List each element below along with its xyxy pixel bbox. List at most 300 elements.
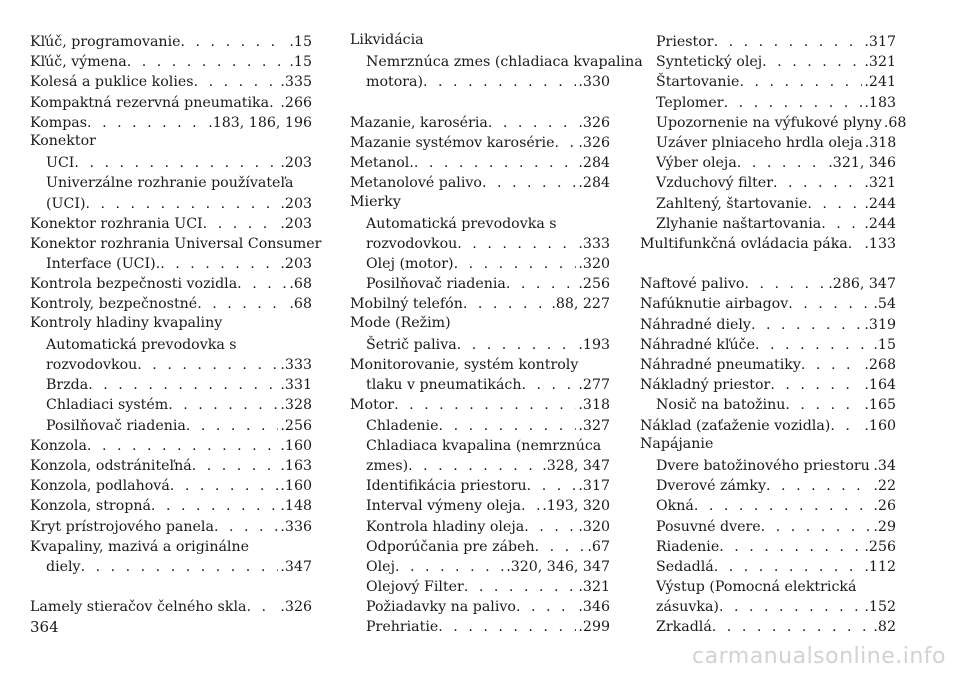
leader-dots — [766, 476, 871, 496]
leader-dots — [88, 375, 278, 395]
index-entry-label-cont: diely — [46, 558, 81, 575]
index-entry-label: Šetrič paliva — [366, 336, 457, 353]
index-entry — [350, 254, 610, 274]
index-entry-label: Monitorovanie, systém kontroly — [350, 357, 579, 373]
index-entry — [30, 173, 312, 213]
index-entry-label-cont: zmes) — [366, 457, 409, 474]
index-entry-label: Náhradné kľúče — [640, 336, 755, 353]
section-gap — [640, 254, 896, 274]
index-entry-page: .163 — [280, 457, 312, 474]
index-entry-wrapped — [46, 173, 312, 213]
index-entry — [30, 153, 312, 173]
index-entry-label: Konzola, podlahová — [30, 478, 170, 495]
index-entry-label: Štartovanie — [656, 74, 740, 91]
index-entry-label: Automatická prevodovka s — [366, 215, 557, 232]
index-entry — [640, 537, 896, 557]
index-heading — [640, 436, 896, 456]
leader-dots — [246, 597, 278, 617]
leader-dots — [744, 274, 826, 294]
index-entry — [30, 416, 312, 436]
index-entry-page: .328, 347 — [542, 457, 610, 474]
index-entry-label: Výstup (Pomocná elektrická — [656, 579, 857, 596]
index-entry-label: Mazanie systémov karosérie — [350, 134, 555, 151]
leader-dots — [761, 517, 872, 537]
leader-dots — [457, 234, 576, 254]
index-entry-page: .160 — [280, 478, 312, 495]
leader-dots — [168, 395, 278, 415]
index-entry — [640, 456, 896, 476]
index-entry-page: .333 — [578, 235, 610, 252]
index-entry — [640, 294, 896, 314]
index-entry-label: Multifunkčná ovládacia páka — [640, 235, 848, 252]
index-entry-label: Chladiaca kvapalina (nemrznúca — [366, 437, 602, 454]
index-entry-page: .346 — [578, 599, 610, 616]
index-entry-continuation — [366, 456, 610, 476]
index-entry-label: Metanolové palivo — [350, 175, 482, 192]
leader-dots — [527, 476, 577, 496]
leader-dots — [524, 517, 576, 537]
index-entry-label-cont: (UCI) — [46, 195, 86, 212]
leader-dots — [86, 194, 279, 214]
index-entry-label: Konektor rozhrania UCI — [30, 215, 203, 232]
index-entry-label: Sedadlá — [656, 558, 714, 575]
index-entry-wrapped — [366, 52, 643, 92]
index-entry — [350, 214, 610, 254]
leader-dots — [74, 153, 278, 173]
index-entry-page: .286, 347 — [828, 276, 896, 293]
index-entry-page: .203 — [280, 155, 312, 172]
index-entry-page: .165 — [864, 397, 896, 414]
index-heading — [30, 133, 312, 153]
leader-dots — [170, 476, 279, 496]
index-entry-label: UCI — [46, 155, 75, 172]
index-entry — [350, 557, 610, 577]
index-entry-page: .68 — [289, 296, 312, 313]
index-entry-label: Okná — [656, 498, 694, 515]
index-entry — [30, 496, 312, 516]
watermark: carmanualsonline.info — [692, 644, 946, 669]
index-entry-label: Univerzálne rozhranie používateľa — [46, 175, 294, 192]
index-entry-page: .133 — [864, 235, 896, 252]
leader-dots — [457, 335, 577, 355]
index-entry — [350, 577, 610, 597]
index-entry-page: .244 — [864, 215, 896, 232]
leader-dots — [521, 496, 540, 516]
leader-dots — [714, 32, 863, 52]
index-entry-page: .22 — [873, 478, 896, 495]
leader-dots — [414, 153, 577, 173]
leader-dots — [214, 517, 278, 537]
index-entry-label: Kvapaliny, mazivá a originálne — [30, 538, 249, 555]
leader-dots — [87, 436, 278, 456]
leader-dots — [788, 294, 871, 314]
index-entry — [350, 52, 643, 92]
index-entry-wrapped — [30, 537, 312, 577]
index-entry — [350, 113, 610, 133]
leader-dots — [724, 93, 863, 113]
index-entry-page: .284 — [578, 175, 610, 192]
index-entry — [640, 52, 896, 72]
index-entry — [350, 294, 610, 314]
leader-dots — [821, 214, 862, 234]
index-entry-wrapped — [366, 436, 610, 476]
index-entry — [30, 537, 312, 577]
index-entry-continuation — [30, 254, 312, 274]
leader-dots — [439, 416, 577, 436]
index-entry — [350, 436, 610, 476]
index-entry-wrapped — [30, 234, 322, 274]
leader-dots — [737, 153, 827, 173]
index-entry-page: .336 — [280, 518, 312, 535]
index-entry — [30, 234, 322, 274]
index-entry-label: Konektor — [30, 132, 96, 149]
leader-dots — [554, 133, 576, 153]
index-entry — [350, 617, 610, 637]
index-entry-label: Kontrola hladiny oleja — [366, 518, 525, 535]
index-entry-label: Interval výmeny oleja — [366, 498, 522, 515]
index-entry-page: .244 — [864, 195, 896, 212]
index-entry-label: Kontrola bezpečnosti vozidla — [30, 276, 238, 293]
index-entry — [30, 72, 312, 92]
index-entry-page: .148 — [280, 498, 312, 515]
index-entry-label: Kompaktná rezervná pneumatika — [30, 94, 270, 111]
index-entry-label: Kľúč, výmena — [30, 54, 127, 71]
index-entry — [640, 496, 896, 516]
index-entry-page: .320, 346, 347 — [506, 558, 610, 575]
leader-dots — [848, 234, 863, 254]
index-entry — [30, 113, 312, 133]
leader-dots — [516, 597, 576, 617]
index-entry-label: Upozornenie na výfukové plyny — [656, 114, 882, 131]
index-entry-label: Konektor rozhrania Universal Consumer — [30, 235, 322, 252]
index-entry-label: Konzola, stropná — [30, 498, 151, 515]
index-entry-continuation — [366, 72, 610, 92]
leader-dots — [464, 577, 577, 597]
index-entry-label: Chladenie — [366, 417, 439, 434]
index-entry-continuation — [366, 234, 610, 254]
index-entry-page: .160 — [864, 417, 896, 434]
index-entry — [30, 375, 312, 395]
index-entry — [350, 173, 610, 193]
leader-dots — [482, 173, 576, 193]
index-entry-page: .256 — [864, 538, 896, 555]
index-entry — [350, 355, 610, 395]
index-entry — [350, 476, 610, 496]
index-entry-page: .317 — [864, 34, 896, 50]
index-entry-page: .88, 227 — [551, 296, 610, 313]
index-entry-page: .268 — [864, 357, 896, 373]
index-entry-page: .326 — [280, 599, 312, 616]
index-heading — [350, 315, 610, 335]
index-entry-label: Lamely stieračov čelného skla — [30, 599, 247, 616]
section-gap — [350, 93, 610, 113]
leader-dots — [394, 395, 576, 415]
index-entry — [30, 476, 312, 496]
index-entry-label: Mobilný telefón — [350, 296, 463, 313]
index-heading — [350, 32, 610, 52]
index-entry-label: Mierky — [350, 193, 401, 210]
leader-dots — [192, 456, 279, 476]
index-entry-page: .299 — [578, 619, 610, 636]
index-entry — [350, 335, 610, 355]
section-gap — [30, 577, 312, 597]
leader-dots — [186, 416, 279, 436]
index-entry-page: .193 — [578, 336, 610, 353]
index-entry — [640, 517, 896, 537]
index-entry — [640, 32, 896, 52]
index-entry — [640, 72, 896, 92]
index-column-3 — [640, 32, 907, 638]
index-entry-page: .321 — [864, 175, 896, 192]
index-entry-page: .54 — [873, 296, 896, 313]
index-entry-wrapped — [46, 335, 312, 375]
index-entry-label: Teplomer — [656, 94, 724, 111]
index-entry-page: .333 — [280, 357, 312, 373]
leader-dots — [712, 617, 872, 637]
index-entry — [640, 395, 896, 415]
index-entry — [350, 416, 610, 436]
index-entry-page: .318 — [864, 134, 897, 151]
leader-dots — [488, 113, 577, 133]
index-entry-page: .330 — [578, 74, 610, 91]
index-entry-wrapped — [366, 214, 610, 254]
index-entry-continuation — [350, 375, 610, 395]
index-entry — [640, 113, 907, 133]
index-entry-page: .347 — [280, 558, 312, 575]
index-entry-label: Dvere batožinového priestoru — [656, 457, 870, 474]
leader-dots — [160, 254, 278, 274]
index-entry-page: .321 — [864, 54, 896, 71]
index-entry-label: Kľúč, programovanie — [30, 34, 181, 50]
index-entry — [640, 476, 896, 496]
index-entry-page: .193, 320 — [542, 498, 610, 515]
leader-dots — [801, 355, 863, 375]
index-entry — [640, 416, 896, 436]
index-entry-page: .318 — [578, 397, 610, 414]
index-entry-page: .183, 186, 196 — [208, 114, 312, 131]
page-number: 364 — [30, 618, 59, 636]
leader-dots — [463, 294, 549, 314]
index-entry-page: .160 — [280, 437, 312, 454]
index-entry-label: Zlyhanie naštartovania — [656, 215, 822, 232]
index-entry-page: .15 — [289, 54, 312, 71]
index-entry-page: .26 — [873, 498, 896, 515]
index-entry-page: .331 — [280, 377, 312, 394]
index-entry-label: Napájanie — [640, 435, 714, 452]
index-entry — [640, 93, 896, 113]
leader-dots — [454, 254, 577, 274]
index-entry — [640, 194, 896, 214]
index-entry — [30, 93, 312, 113]
leader-dots — [522, 375, 577, 395]
index-entry-label: Mazanie, karoséria — [350, 114, 488, 131]
index-entry-wrapped — [350, 355, 610, 395]
leader-dots — [137, 355, 278, 375]
index-entry — [30, 517, 312, 537]
index-entry-label: Konzola, odstrániteľná — [30, 457, 192, 474]
index-entry-label: Likvidácia — [350, 32, 424, 48]
index-entry — [30, 274, 312, 294]
index-entry-label: Kompas — [30, 114, 88, 131]
index-entry-label: Nafúknutie airbagov — [640, 296, 789, 313]
leader-dots — [181, 32, 288, 52]
leader-dots — [237, 274, 287, 294]
leader-dots — [269, 93, 278, 113]
index-entry-label-cont: rozvodovkou — [366, 235, 458, 252]
index-column-1 — [30, 32, 322, 617]
index-entry — [640, 234, 896, 254]
index-entry-label: Identifikácia priestoru — [366, 478, 527, 495]
index-entry — [30, 597, 312, 617]
index-entry-label: Brzda — [46, 377, 89, 394]
index-entry — [30, 52, 312, 72]
index-entry-label: Kontroly hladiny kvapaliny — [30, 314, 223, 331]
index-entry-label: Automatická prevodovka s — [46, 336, 237, 353]
leader-dots — [535, 537, 586, 557]
index-entry-label: Kolesá a puklice kolies — [30, 74, 194, 91]
leader-dots — [714, 557, 863, 577]
index-entry-label: Olej — [366, 558, 395, 575]
index-entry-page: .256 — [280, 417, 312, 434]
leader-dots — [751, 315, 862, 335]
index-entry — [350, 537, 610, 557]
index-entry-page: .284 — [578, 155, 610, 172]
index-entry — [640, 335, 896, 355]
index-entry-label: Metanol. — [350, 155, 414, 172]
index-entry-label: Riadenie — [656, 538, 720, 555]
index-entry — [350, 517, 610, 537]
index-entry — [30, 335, 312, 375]
index-entry — [640, 173, 896, 193]
index-entry-page: .203 — [280, 256, 312, 273]
index-entry-label: Náhradné diely — [640, 316, 751, 333]
index-entry-label: Naftové palivo — [640, 276, 745, 293]
index-entry-continuation — [656, 597, 896, 617]
index-entry-page: .256 — [578, 276, 610, 293]
index-entry — [30, 32, 312, 52]
index-entry-page: .320 — [578, 518, 610, 535]
index-entry — [350, 496, 610, 516]
index-entry-label: Kryt prístrojového panela — [30, 518, 214, 535]
index-entry-label: Motor — [350, 397, 395, 414]
leader-dots — [127, 52, 288, 72]
leader-dots — [755, 335, 871, 355]
index-entry-page: .34 — [873, 457, 896, 474]
index-entry — [30, 456, 312, 476]
index-entry-page: .321 — [578, 579, 610, 596]
leader-dots — [194, 72, 279, 92]
index-entry-page: .328 — [280, 397, 312, 414]
index-heading — [30, 315, 312, 335]
index-entry-label-cont: tlaku v pneumatikách — [366, 377, 522, 394]
index-entry-label-cont: Interface (UCI). — [46, 256, 161, 273]
index-entry-page: .112 — [864, 558, 896, 575]
index-entry — [640, 355, 896, 375]
index-entry — [30, 436, 312, 456]
leader-dots — [81, 557, 279, 577]
index-entry-page: .82 — [873, 619, 896, 636]
index-entry-label: Posuvné dvere — [656, 518, 761, 535]
index-entry — [640, 375, 896, 395]
leader-dots — [506, 274, 577, 294]
index-entry-label: Výber oleja — [656, 155, 737, 172]
index-entry-page: .241 — [864, 74, 896, 91]
index-entry — [640, 153, 896, 173]
index-entry-label: Zahltený, štartovanie — [656, 195, 808, 212]
index-entry-page: .277 — [578, 377, 610, 394]
leader-dots — [87, 113, 206, 133]
index-entry-label: Konzola — [30, 437, 87, 454]
index-entry-page: .326 — [578, 134, 610, 151]
index-entry — [30, 395, 312, 415]
index-entry-label: Kontroly, bezpečnostné — [30, 296, 198, 313]
index-entry-label: Olej (motor) — [366, 256, 454, 273]
index-entry-page: .203 — [280, 215, 312, 232]
index-entry-label-cont: motora) — [366, 74, 424, 91]
index-entry-label: Nemrznúca zmes (chladiaca kvapalina — [366, 54, 643, 71]
index-entry-page: .15 — [289, 34, 312, 50]
index-entry-label: Náhradné pneumatiky — [640, 357, 801, 373]
index-entry — [640, 274, 896, 294]
index-entry-page: .68 — [883, 114, 907, 131]
index-entry-label: Požiadavky na palivo — [366, 599, 516, 616]
leader-dots — [719, 537, 862, 557]
index-entry-page: .327 — [578, 417, 610, 434]
index-entry-page: .203 — [280, 195, 312, 212]
index-entry-page: .320 — [578, 256, 610, 273]
index-entry-page: .317 — [578, 478, 610, 495]
index-entry-page: .326 — [578, 114, 610, 131]
index-entry-page: .68 — [289, 276, 312, 293]
index-entry — [640, 315, 896, 335]
index-entry — [350, 274, 610, 294]
index-entry-continuation — [46, 355, 312, 375]
index-entry-page: .164 — [864, 377, 896, 394]
leader-dots — [762, 52, 862, 72]
index-column-2 — [350, 32, 643, 638]
leader-dots — [395, 557, 504, 577]
index-entry-page: .319 — [864, 316, 896, 333]
leader-dots — [694, 496, 872, 516]
index-entry-page: .15 — [873, 336, 896, 353]
leader-dots — [807, 194, 862, 214]
index-entry-label: Zrkadlá — [656, 619, 712, 636]
index-entry-label: Mode (Režim) — [350, 314, 451, 331]
index-entry-label: Prehriatie — [366, 619, 439, 636]
index-entry — [350, 153, 610, 173]
index-entry-label: Náklad (zaťaženie vozidla) — [640, 417, 831, 434]
index-entry-label: Chladiaci systém — [46, 397, 169, 414]
leader-dots — [773, 173, 862, 193]
index-entry-label: Syntetický olej — [656, 54, 763, 71]
index-entry — [350, 133, 610, 153]
leader-dots — [151, 496, 278, 516]
leader-dots — [408, 456, 540, 476]
index-entry-page: .183 — [864, 94, 896, 111]
index-entry-label: Olejový Filter — [366, 579, 464, 596]
index-entry-label: Nosič na batožinu — [656, 397, 786, 414]
index-entry-page: .321, 346 — [828, 155, 896, 172]
leader-dots — [785, 395, 862, 415]
index-heading — [350, 194, 610, 214]
index-entry-label: Priestor — [656, 34, 714, 50]
index-entry — [30, 214, 312, 234]
index-entry-label: Nákladný priestor — [640, 377, 771, 394]
index-entry-label: Vzduchový filter — [656, 175, 773, 192]
index-entry-page: .266 — [280, 94, 312, 111]
index-entry-continuation — [30, 557, 312, 577]
index-entry — [640, 133, 896, 153]
